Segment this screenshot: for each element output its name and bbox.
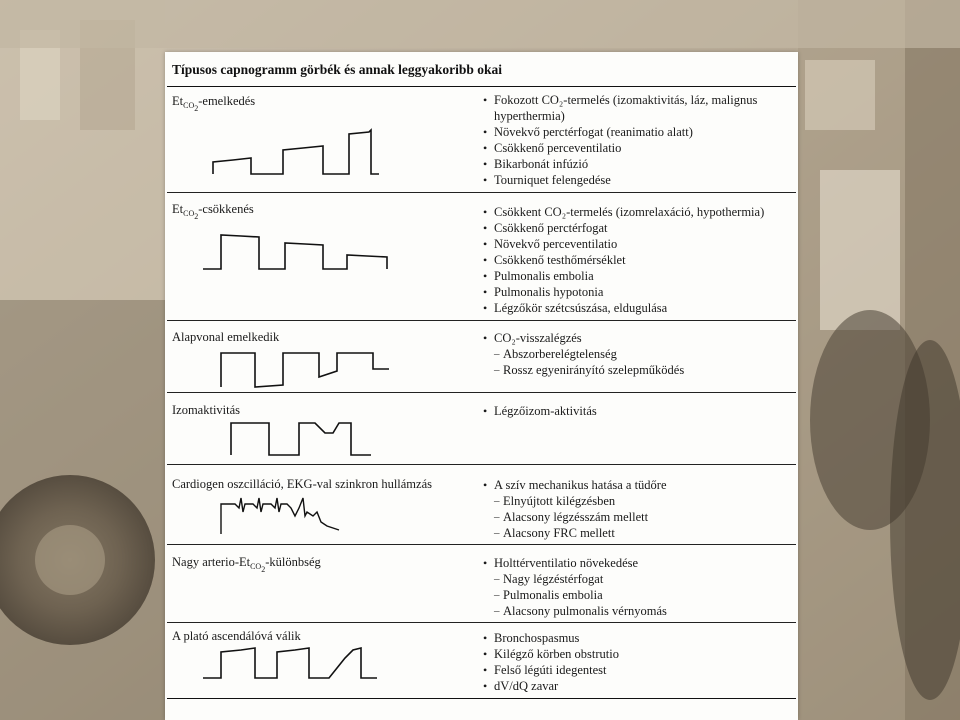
cause-item: • Növekvő perctérfogat (reanimatio alatt) — [483, 124, 793, 140]
causes-baseline-rise — [483, 330, 793, 378]
cause-item: • Légzőkör szétcsúszása, eldugulása — [483, 300, 793, 316]
subcause-item: – Abszorberelégtelenség — [483, 346, 793, 362]
row-divider — [167, 320, 796, 321]
waveform-baseline-rise — [201, 347, 391, 392]
cause-item: • Kilégző körben obstrutio — [483, 646, 793, 662]
row-label-etco2-increase: $Et_{CO_2}$-emelkedés — [172, 94, 256, 113]
cause-item: • CO₂-visszalégzés — [483, 330, 793, 346]
title-rule — [167, 86, 796, 87]
waveform-muscle-activity — [211, 417, 381, 462]
row-divider — [167, 192, 796, 193]
subcause-item: – Rossz egyenirányító szelepműködés — [483, 362, 793, 378]
cause-item: • Bronchospasmus — [483, 630, 793, 646]
row-divider — [167, 622, 796, 623]
cause-item: • Csökkenő perceventilatio — [483, 140, 793, 156]
cause-item: • Holttérventilatio növekedése — [483, 555, 793, 571]
causes-etco2-increase — [483, 92, 793, 188]
subcause-item: – Pulmonalis embolia — [483, 587, 793, 603]
cause-item: • Tourniquet felengedése — [483, 172, 793, 188]
subcause-item: – Alacsony FRC mellett — [483, 525, 793, 541]
cause-item: • Légzőizom-aktivitás — [483, 403, 793, 419]
causes-ascending-plateau — [483, 630, 793, 694]
row-label-arterio-etco2-difference: Nagy arterio-$Et_{CO_2}$-különbség — [172, 555, 321, 574]
row-label-etco2-decrease: $Et_{CO_2}$-csökkenés — [172, 202, 254, 221]
row-divider — [167, 392, 796, 393]
cause-item: • Pulmonalis hypotonia — [483, 284, 793, 300]
subcause-item: – Alacsony légzésszám mellett — [483, 509, 793, 525]
row-label-muscle-activity: Izomaktivitás — [172, 403, 241, 417]
waveform-ascending-plateau — [201, 644, 391, 684]
cause-item: • A szív mechanikus hatása a tüdőre — [483, 477, 793, 493]
waveform-etco2-decrease — [201, 227, 401, 277]
waveform-etco2-increase — [211, 122, 381, 182]
bottom-rule — [167, 698, 796, 699]
cause-item: • Növekvő perceventilatio — [483, 236, 793, 252]
cause-item: • Bikarbonát infúzió — [483, 156, 793, 172]
cause-item: • Csökkent CO₂-termelés (izomrelaxáció, hypothermia) — [483, 204, 793, 220]
table-title: Típusos capnogramm görbék és annak leggyakoribb okai — [172, 62, 503, 77]
causes-cardiogenic — [483, 477, 793, 541]
waveform-cardiogenic — [211, 494, 346, 539]
subcause-item: – Elnyújtott kilégzésben — [483, 493, 793, 509]
causes-muscle-activity — [483, 403, 793, 419]
row-label-cardiogenic: Cardiogen oszcilláció, EKG-val szinkron hullámzás — [172, 477, 432, 491]
causes-arterio-etco2-difference — [483, 555, 793, 619]
cause-item: • Fokozott CO₂-termelés (izomaktivitás, láz, malignus hyperthermia) — [483, 92, 793, 124]
cause-item: • Pulmonalis embolia — [483, 268, 793, 284]
capnogram-table — [165, 52, 798, 720]
cause-item: • Felső légúti idegentest — [483, 662, 793, 678]
cause-item: • dV/dQ zavar — [483, 678, 793, 694]
cause-item: • Csökkenő testhőmérséklet — [483, 252, 793, 268]
subcause-item: – Alacsony pulmonalis vérnyomás — [483, 603, 793, 619]
causes-etco2-decrease — [483, 204, 793, 316]
row-label-baseline-rise: Alapvonal emelkedik — [172, 330, 280, 344]
row-label-ascending-plateau: A plató ascendálóvá válik — [172, 629, 301, 643]
cause-item: • Csökkenő perctérfogat — [483, 220, 793, 236]
row-divider — [167, 544, 796, 545]
subcause-item: – Nagy légzéstérfogat — [483, 571, 793, 587]
row-divider — [167, 464, 796, 465]
